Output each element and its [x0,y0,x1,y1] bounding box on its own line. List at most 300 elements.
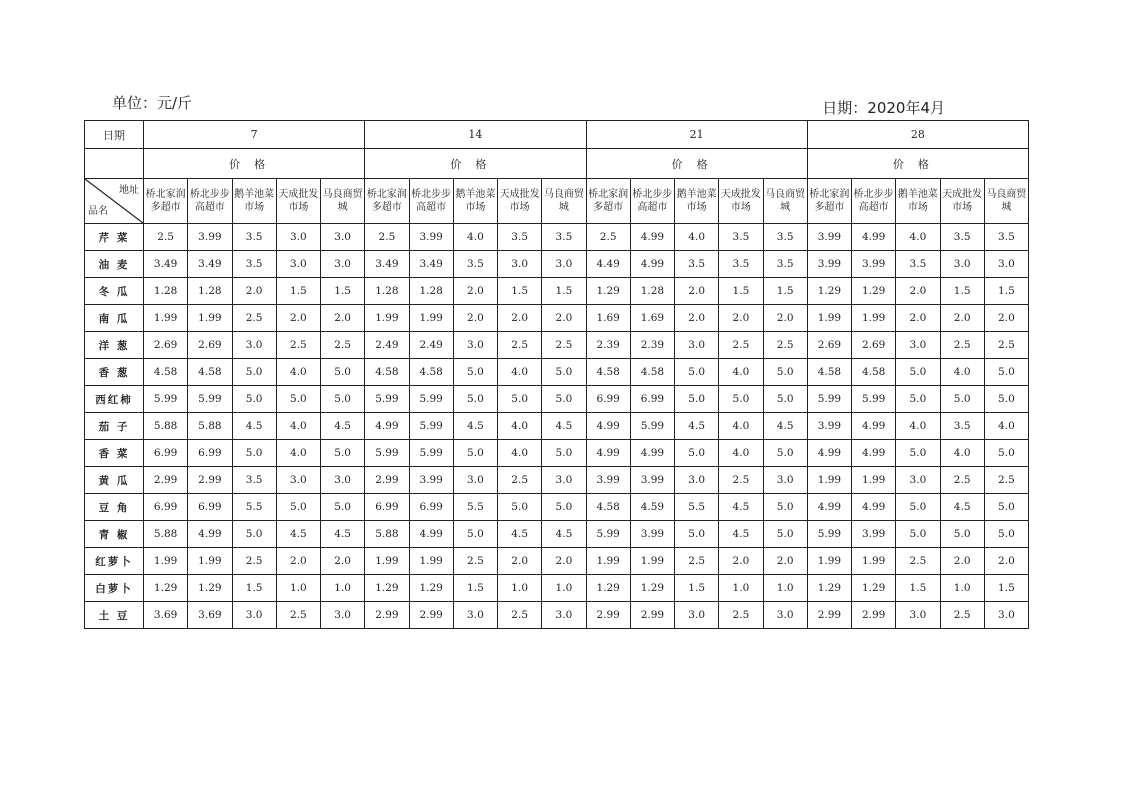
price-cell: 5.0 [542,359,586,386]
price-header-row [85,149,1029,179]
price-cell: 6.99 [630,386,674,413]
price-cell: 3.99 [586,467,630,494]
vegetable-name: 白萝卜 [85,575,144,602]
price-cell: 3.69 [188,602,232,629]
price-cell: 3.5 [453,251,497,278]
price-cell: 3.0 [763,467,807,494]
price-cell: 4.0 [453,224,497,251]
price-cell: 4.5 [453,413,497,440]
market-header-cell: 马良商贸城 [763,179,807,224]
vegetable-name: 青 椒 [85,521,144,548]
price-cell: 5.0 [896,359,940,386]
market-header-cell: 天成批发市场 [719,179,763,224]
market-header-cell: 桥北步步高超市 [188,179,232,224]
price-cell: 4.0 [719,359,763,386]
price-cell: 1.0 [498,575,542,602]
price-cell: 4.58 [188,359,232,386]
market-header-cell: 马良商贸城 [321,179,365,224]
vegetable-name: 西红柿 [85,386,144,413]
price-cell: 3.0 [321,602,365,629]
price-cell: 2.69 [144,332,188,359]
price-cell: 6.99 [188,494,232,521]
price-cell: 3.0 [232,332,276,359]
price-cell: 1.29 [852,278,896,305]
price-cell: 3.99 [409,467,453,494]
table-row [85,224,1029,251]
price-cell: 2.69 [188,332,232,359]
price-cell: 5.0 [675,521,719,548]
price-cell: 2.5 [232,305,276,332]
price-cell: 5.0 [719,386,763,413]
price-cell: 3.99 [630,467,674,494]
price-cell: 5.99 [409,386,453,413]
price-cell: 1.99 [409,548,453,575]
price-cell: 3.0 [675,332,719,359]
vegetable-name: 洋 葱 [85,332,144,359]
price-cell: 4.0 [719,413,763,440]
table-row [85,521,1029,548]
date-7: 7 [144,121,365,149]
price-cell: 2.5 [940,602,984,629]
price-cell: 5.0 [542,494,586,521]
vegetable-name: 土 豆 [85,602,144,629]
price-cell: 3.49 [188,251,232,278]
price-cell: 5.99 [852,386,896,413]
price-cell: 4.99 [807,494,851,521]
price-cell: 3.0 [453,467,497,494]
market-header-cell: 天成批发市场 [498,179,542,224]
market-header-cell: 天成批发市场 [940,179,984,224]
market-header-cell: 鹅羊池菜市场 [453,179,497,224]
price-cell: 3.5 [675,251,719,278]
price-cell: 6.99 [144,440,188,467]
table-row [85,467,1029,494]
price-cell: 6.99 [188,440,232,467]
price-cell: 4.5 [719,521,763,548]
price-cell: 4.5 [276,521,320,548]
price-cell: 6.99 [409,494,453,521]
corner-cell [85,179,144,224]
price-cell: 4.99 [188,521,232,548]
price-cell: 3.5 [940,224,984,251]
price-cell: 1.99 [586,548,630,575]
price-cell: 5.0 [498,494,542,521]
price-cell: 1.28 [409,278,453,305]
price-cell: 2.5 [498,602,542,629]
price-cell: 2.99 [365,467,409,494]
price-cell: 3.99 [188,224,232,251]
corner-product-label: 品名 [88,206,108,217]
price-cell: 2.5 [896,548,940,575]
price-cell: 5.5 [453,494,497,521]
price-cell: 3.99 [807,224,851,251]
price-cell: 3.5 [896,251,940,278]
price-cell: 1.28 [365,278,409,305]
price-cell: 2.0 [719,305,763,332]
price-cell: 5.99 [409,413,453,440]
table-row [85,359,1029,386]
price-cell: 3.5 [940,413,984,440]
price-cell: 1.0 [321,575,365,602]
price-cell: 5.0 [896,386,940,413]
price-cell: 3.99 [630,521,674,548]
price-cell: 3.5 [542,224,586,251]
price-cell: 2.0 [276,548,320,575]
price-cell: 3.0 [896,332,940,359]
table-row [85,305,1029,332]
market-header-cell: 桥北家润多超市 [365,179,409,224]
price-cell: 4.5 [542,413,586,440]
price-cell: 6.99 [586,386,630,413]
price-cell: 2.49 [409,332,453,359]
price-cell: 2.0 [276,305,320,332]
price-cell: 5.99 [807,521,851,548]
price-label: 价格 [586,149,807,179]
price-cell: 5.0 [940,386,984,413]
market-header-cell: 鹅羊池菜市场 [232,179,276,224]
price-cell: 5.0 [763,359,807,386]
price-cell: 5.99 [365,386,409,413]
price-cell: 1.99 [852,548,896,575]
market-header-cell: 桥北步步高超市 [630,179,674,224]
price-cell: 5.0 [321,386,365,413]
price-cell: 2.5 [276,332,320,359]
price-cell: 2.0 [453,278,497,305]
price-cell: 1.99 [807,467,851,494]
price-cell: 2.5 [984,467,1028,494]
price-cell: 1.5 [896,575,940,602]
price-cell: 2.0 [763,548,807,575]
table-row [85,602,1029,629]
price-cell: 3.5 [232,467,276,494]
table-row [85,332,1029,359]
price-cell: 2.5 [453,548,497,575]
price-cell: 4.58 [586,494,630,521]
price-cell: 1.99 [807,548,851,575]
price-cell: 2.99 [630,602,674,629]
price-cell: 1.5 [984,575,1028,602]
market-header-cell: 马良商贸城 [984,179,1028,224]
price-cell: 2.5 [763,332,807,359]
price-cell: 4.58 [586,359,630,386]
price-cell: 3.0 [984,602,1028,629]
vegetable-name: 冬 瓜 [85,278,144,305]
price-cell: 5.0 [984,494,1028,521]
price-cell: 4.0 [498,413,542,440]
price-cell: 2.0 [675,305,719,332]
price-cell: 3.5 [232,224,276,251]
price-cell: 1.0 [763,575,807,602]
price-cell: 1.5 [542,278,586,305]
price-cell: 2.0 [542,548,586,575]
price-cell: 5.0 [232,521,276,548]
price-cell: 5.0 [321,440,365,467]
corner-address-label: 地址 [119,185,139,196]
price-cell: 2.99 [409,602,453,629]
date-14: 14 [365,121,586,149]
price-cell: 3.5 [763,251,807,278]
price-cell: 2.99 [586,602,630,629]
price-cell: 4.0 [276,359,320,386]
price-cell: 5.0 [984,440,1028,467]
price-cell: 5.5 [675,494,719,521]
price-cell: 4.58 [365,359,409,386]
price-cell: 1.99 [365,548,409,575]
vegetable-name: 芹 菜 [85,224,144,251]
price-cell: 1.29 [144,575,188,602]
price-cell: 3.99 [852,521,896,548]
price-cell: 3.0 [542,467,586,494]
price-cell: 1.5 [232,575,276,602]
price-cell: 5.0 [763,494,807,521]
price-cell: 4.0 [498,440,542,467]
price-cell: 2.0 [984,305,1028,332]
date-label: 日期 [85,121,144,149]
price-cell: 3.0 [498,251,542,278]
price-cell: 2.0 [498,548,542,575]
price-cell: 2.39 [586,332,630,359]
price-cell: 5.88 [188,413,232,440]
price-cell: 2.5 [321,332,365,359]
price-cell: 2.5 [675,548,719,575]
price-cell: 3.5 [763,224,807,251]
price-label: 价格 [807,149,1028,179]
price-cell: 2.69 [807,332,851,359]
price-cell: 2.0 [719,548,763,575]
price-cell: 5.99 [409,440,453,467]
price-cell: 4.99 [852,440,896,467]
price-cell: 5.0 [763,521,807,548]
price-cell: 4.5 [498,521,542,548]
price-cell: 1.29 [586,575,630,602]
price-cell: 2.5 [719,602,763,629]
market-header-cell: 天成批发市场 [276,179,320,224]
vegetable-name: 豆 角 [85,494,144,521]
price-cell: 4.5 [542,521,586,548]
price-cell: 1.99 [144,548,188,575]
vegetable-name: 南 瓜 [85,305,144,332]
date-28: 28 [807,121,1028,149]
table-row [85,494,1029,521]
price-cell: 2.0 [896,278,940,305]
price-cell: 2.0 [542,305,586,332]
price-cell: 2.99 [188,467,232,494]
price-cell: 5.99 [365,440,409,467]
table-row [85,386,1029,413]
price-cell: 1.99 [409,305,453,332]
unit-label: 单位：元/斤 [112,94,193,112]
price-cell: 4.99 [630,251,674,278]
price-cell: 2.0 [321,305,365,332]
price-cell: 5.0 [321,494,365,521]
price-cell: 2.5 [940,467,984,494]
price-cell: 2.5 [498,467,542,494]
price-cell: 4.5 [719,494,763,521]
price-cell: 5.0 [675,386,719,413]
price-cell: 5.0 [276,386,320,413]
price-cell: 3.0 [276,224,320,251]
price-cell: 5.99 [188,386,232,413]
price-cell: 3.69 [144,602,188,629]
price-cell: 5.99 [630,413,674,440]
price-cell: 4.58 [852,359,896,386]
price-cell: 4.99 [852,413,896,440]
price-cell: 6.99 [144,494,188,521]
price-cell: 3.0 [276,467,320,494]
price-cell: 3.99 [409,224,453,251]
price-cell: 3.5 [719,224,763,251]
date-header-row [85,121,1029,149]
price-cell: 2.99 [807,602,851,629]
price-cell: 2.0 [984,548,1028,575]
price-cell: 1.5 [675,575,719,602]
price-cell: 2.0 [232,278,276,305]
price-cell: 1.99 [144,305,188,332]
price-cell: 1.5 [276,278,320,305]
market-header-cell: 马良商贸城 [542,179,586,224]
price-cell: 5.0 [542,386,586,413]
price-cell: 5.99 [586,521,630,548]
price-cell: 4.0 [940,359,984,386]
price-cell: 1.99 [852,305,896,332]
price-cell: 5.0 [763,386,807,413]
price-cell: 2.49 [365,332,409,359]
report-date: 日期：2020年4月 [822,99,945,117]
market-header-cell: 桥北家润多超市 [586,179,630,224]
price-cell: 2.39 [630,332,674,359]
price-cell: 3.0 [675,467,719,494]
price-cell: 5.0 [453,359,497,386]
date-21: 21 [586,121,807,149]
price-cell: 4.0 [896,413,940,440]
vegetable-name: 红萝卜 [85,548,144,575]
price-cell: 2.0 [453,305,497,332]
price-cell: 3.0 [675,602,719,629]
price-cell: 5.0 [984,386,1028,413]
price-cell: 5.88 [144,521,188,548]
price-cell: 3.49 [409,251,453,278]
price-cell: 3.99 [852,251,896,278]
price-label: 价格 [365,149,586,179]
table-row [85,278,1029,305]
table-row [85,440,1029,467]
price-cell: 4.49 [586,251,630,278]
price-cell: 1.29 [630,575,674,602]
price-cell: 2.69 [852,332,896,359]
price-cell: 2.5 [586,224,630,251]
price-cell: 6.99 [365,494,409,521]
price-cell: 1.29 [807,575,851,602]
price-cell: 5.0 [896,494,940,521]
price-cell: 3.0 [453,602,497,629]
price-cell: 2.99 [365,602,409,629]
price-cell: 3.5 [498,224,542,251]
price-cell: 3.0 [321,251,365,278]
price-cell: 3.99 [807,413,851,440]
price-cell: 4.99 [852,224,896,251]
price-cell: 3.0 [542,251,586,278]
price-cell: 4.0 [276,413,320,440]
price-cell: 2.0 [940,305,984,332]
price-cell: 1.99 [630,548,674,575]
price-cell: 3.0 [453,332,497,359]
price-cell: 5.0 [675,359,719,386]
price-cell: 3.0 [763,602,807,629]
price-cell: 5.0 [940,521,984,548]
price-cell: 1.69 [586,305,630,332]
price-cell: 1.29 [852,575,896,602]
price-cell: 5.99 [807,386,851,413]
price-cell: 4.0 [276,440,320,467]
vegetable-name: 香 菜 [85,440,144,467]
price-cell: 1.0 [542,575,586,602]
price-cell: 1.99 [365,305,409,332]
price-cell: 2.5 [498,332,542,359]
price-cell: 5.0 [453,386,497,413]
table-row [85,575,1029,602]
price-cell: 4.58 [144,359,188,386]
price-cell: 5.99 [144,386,188,413]
market-header-cell: 鹅羊池菜市场 [896,179,940,224]
price-cell: 1.0 [940,575,984,602]
price-cell: 2.5 [940,332,984,359]
price-cell: 2.0 [675,278,719,305]
price-cell: 4.5 [940,494,984,521]
table-row [85,251,1029,278]
price-cell: 3.49 [144,251,188,278]
price-cell: 1.99 [807,305,851,332]
price-cell: 4.99 [630,224,674,251]
price-table [84,120,1029,629]
price-cell: 4.99 [630,440,674,467]
price-cell: 2.99 [852,602,896,629]
price-cell: 5.0 [453,521,497,548]
price-cell: 5.0 [232,359,276,386]
price-cell: 4.99 [409,521,453,548]
price-cell: 1.5 [498,278,542,305]
price-cell: 3.0 [321,467,365,494]
market-header-cell: 鹅羊池菜市场 [675,179,719,224]
price-cell: 3.5 [719,251,763,278]
price-cell: 3.5 [984,224,1028,251]
price-cell: 1.29 [409,575,453,602]
price-label: 价格 [144,149,365,179]
price-cell: 2.0 [763,305,807,332]
price-cell: 4.58 [807,359,851,386]
price-cell: 2.0 [940,548,984,575]
price-cell: 4.5 [321,413,365,440]
price-cell: 4.5 [232,413,276,440]
price-cell: 2.5 [719,332,763,359]
price-cell: 3.0 [232,602,276,629]
market-header-row [85,179,1029,224]
price-cell: 4.0 [498,359,542,386]
price-cell: 1.5 [453,575,497,602]
price-cell: 1.0 [276,575,320,602]
price-cell: 5.0 [498,386,542,413]
price-cell: 1.29 [365,575,409,602]
price-cell: 4.5 [763,413,807,440]
price-cell: 4.99 [586,413,630,440]
price-cell: 1.28 [630,278,674,305]
price-cell: 4.0 [984,413,1028,440]
price-cell: 5.0 [763,440,807,467]
vegetable-name: 茄 子 [85,413,144,440]
price-cell: 3.0 [940,251,984,278]
price-cell: 2.0 [896,305,940,332]
price-cell: 1.5 [321,278,365,305]
price-cell: 5.5 [232,494,276,521]
